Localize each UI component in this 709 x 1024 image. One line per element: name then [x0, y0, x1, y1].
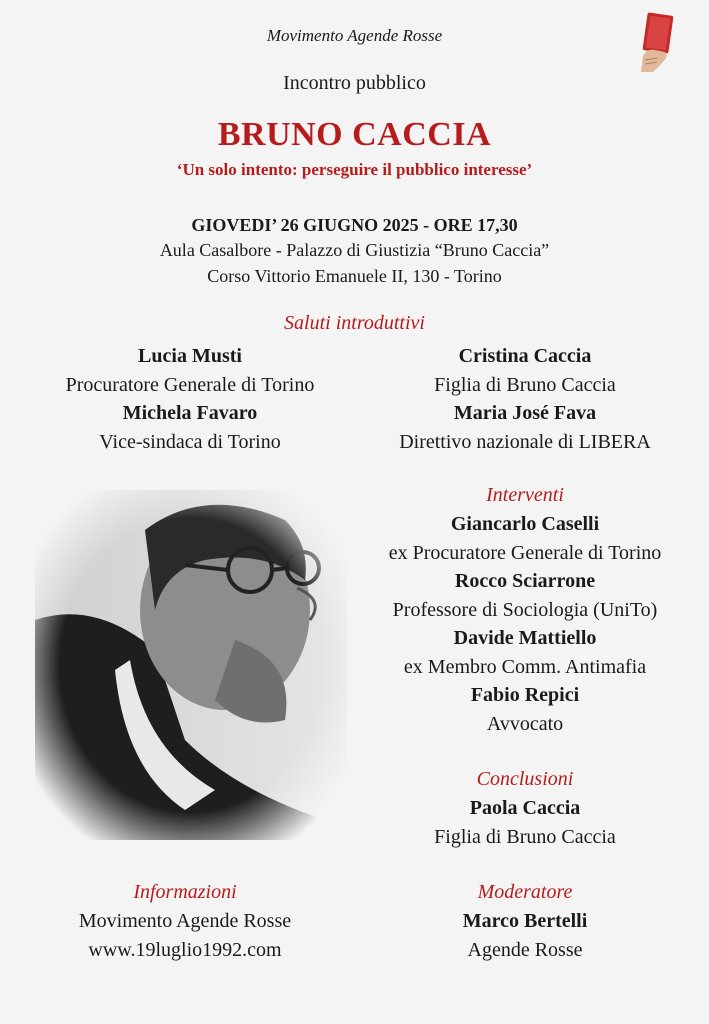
conclusions-block: [360, 794, 690, 851]
speaker-name: Michela Favaro: [122, 402, 258, 424]
info-website-link[interactable]: www.19luglio1992.com: [88, 938, 282, 961]
red-agenda-logo-icon: [639, 12, 677, 74]
organization-name: Movimento Agende Rosse: [266, 26, 443, 45]
speaker-name: Paola Caccia: [469, 797, 581, 819]
event-title: BRUNO CACCIA: [217, 116, 492, 153]
greetings-left-column: [10, 342, 370, 456]
speaker-name: Davide Mattiello: [453, 627, 597, 649]
info-heading: Informazioni: [133, 881, 237, 903]
speaker-role: Procuratore Generale di Torino: [65, 373, 315, 396]
event-venue: Aula Casalbore - Palazzo di Giustizia “Bruno Caccia”: [159, 240, 550, 260]
conclusions-heading: Conclusioni: [476, 768, 574, 790]
speeches-heading: Interventi: [486, 484, 564, 506]
speaker-name: Marco Bertelli: [462, 910, 588, 932]
moderator-heading: Moderatore: [477, 881, 573, 903]
greetings-right-column: [360, 342, 690, 456]
speaker-role: Direttivo nazionale di LIBERA: [399, 430, 651, 453]
speaker-name: Fabio Repici: [470, 684, 580, 706]
speaker-name: Rocco Sciarrone: [454, 570, 596, 592]
speaker-role: ex Procuratore Generale di Torino: [388, 541, 662, 564]
speaker-name: Giancarlo Caselli: [450, 513, 600, 535]
speaker-name: Cristina Caccia: [458, 345, 592, 367]
speaker-role: Agende Rosse: [467, 938, 583, 961]
speaker-role: Figlia di Bruno Caccia: [434, 373, 616, 396]
speaker-role: ex Membro Comm. Antimafia: [403, 655, 647, 678]
speaker-name: Lucia Musti: [138, 345, 242, 367]
bruno-caccia-portrait: [35, 490, 347, 840]
speaker-role: Avvocato: [486, 712, 564, 735]
event-subtitle: ‘Un solo intento: perseguire il pubblico interesse’: [176, 160, 533, 179]
info-block: [10, 907, 360, 964]
event-date-time: GIOVEDI’ 26 GIUGNO 2025 - ORE 17,30: [191, 215, 518, 235]
greetings-heading: Saluti introduttivi: [284, 312, 425, 334]
moderator-block: [360, 907, 690, 964]
speeches-list: [345, 510, 705, 738]
event-address: Corso Vittorio Emanuele II, 130 - Torino: [207, 266, 502, 286]
speaker-name: Maria José Fava: [453, 402, 597, 424]
speaker-role: Figlia di Bruno Caccia: [434, 825, 616, 848]
speaker-role: Vice-sindaca di Torino: [99, 430, 281, 453]
info-organization: Movimento Agende Rosse: [78, 910, 292, 932]
event-type: Incontro pubblico: [283, 72, 426, 94]
speaker-role: Professore di Sociologia (UniTo): [392, 598, 658, 621]
